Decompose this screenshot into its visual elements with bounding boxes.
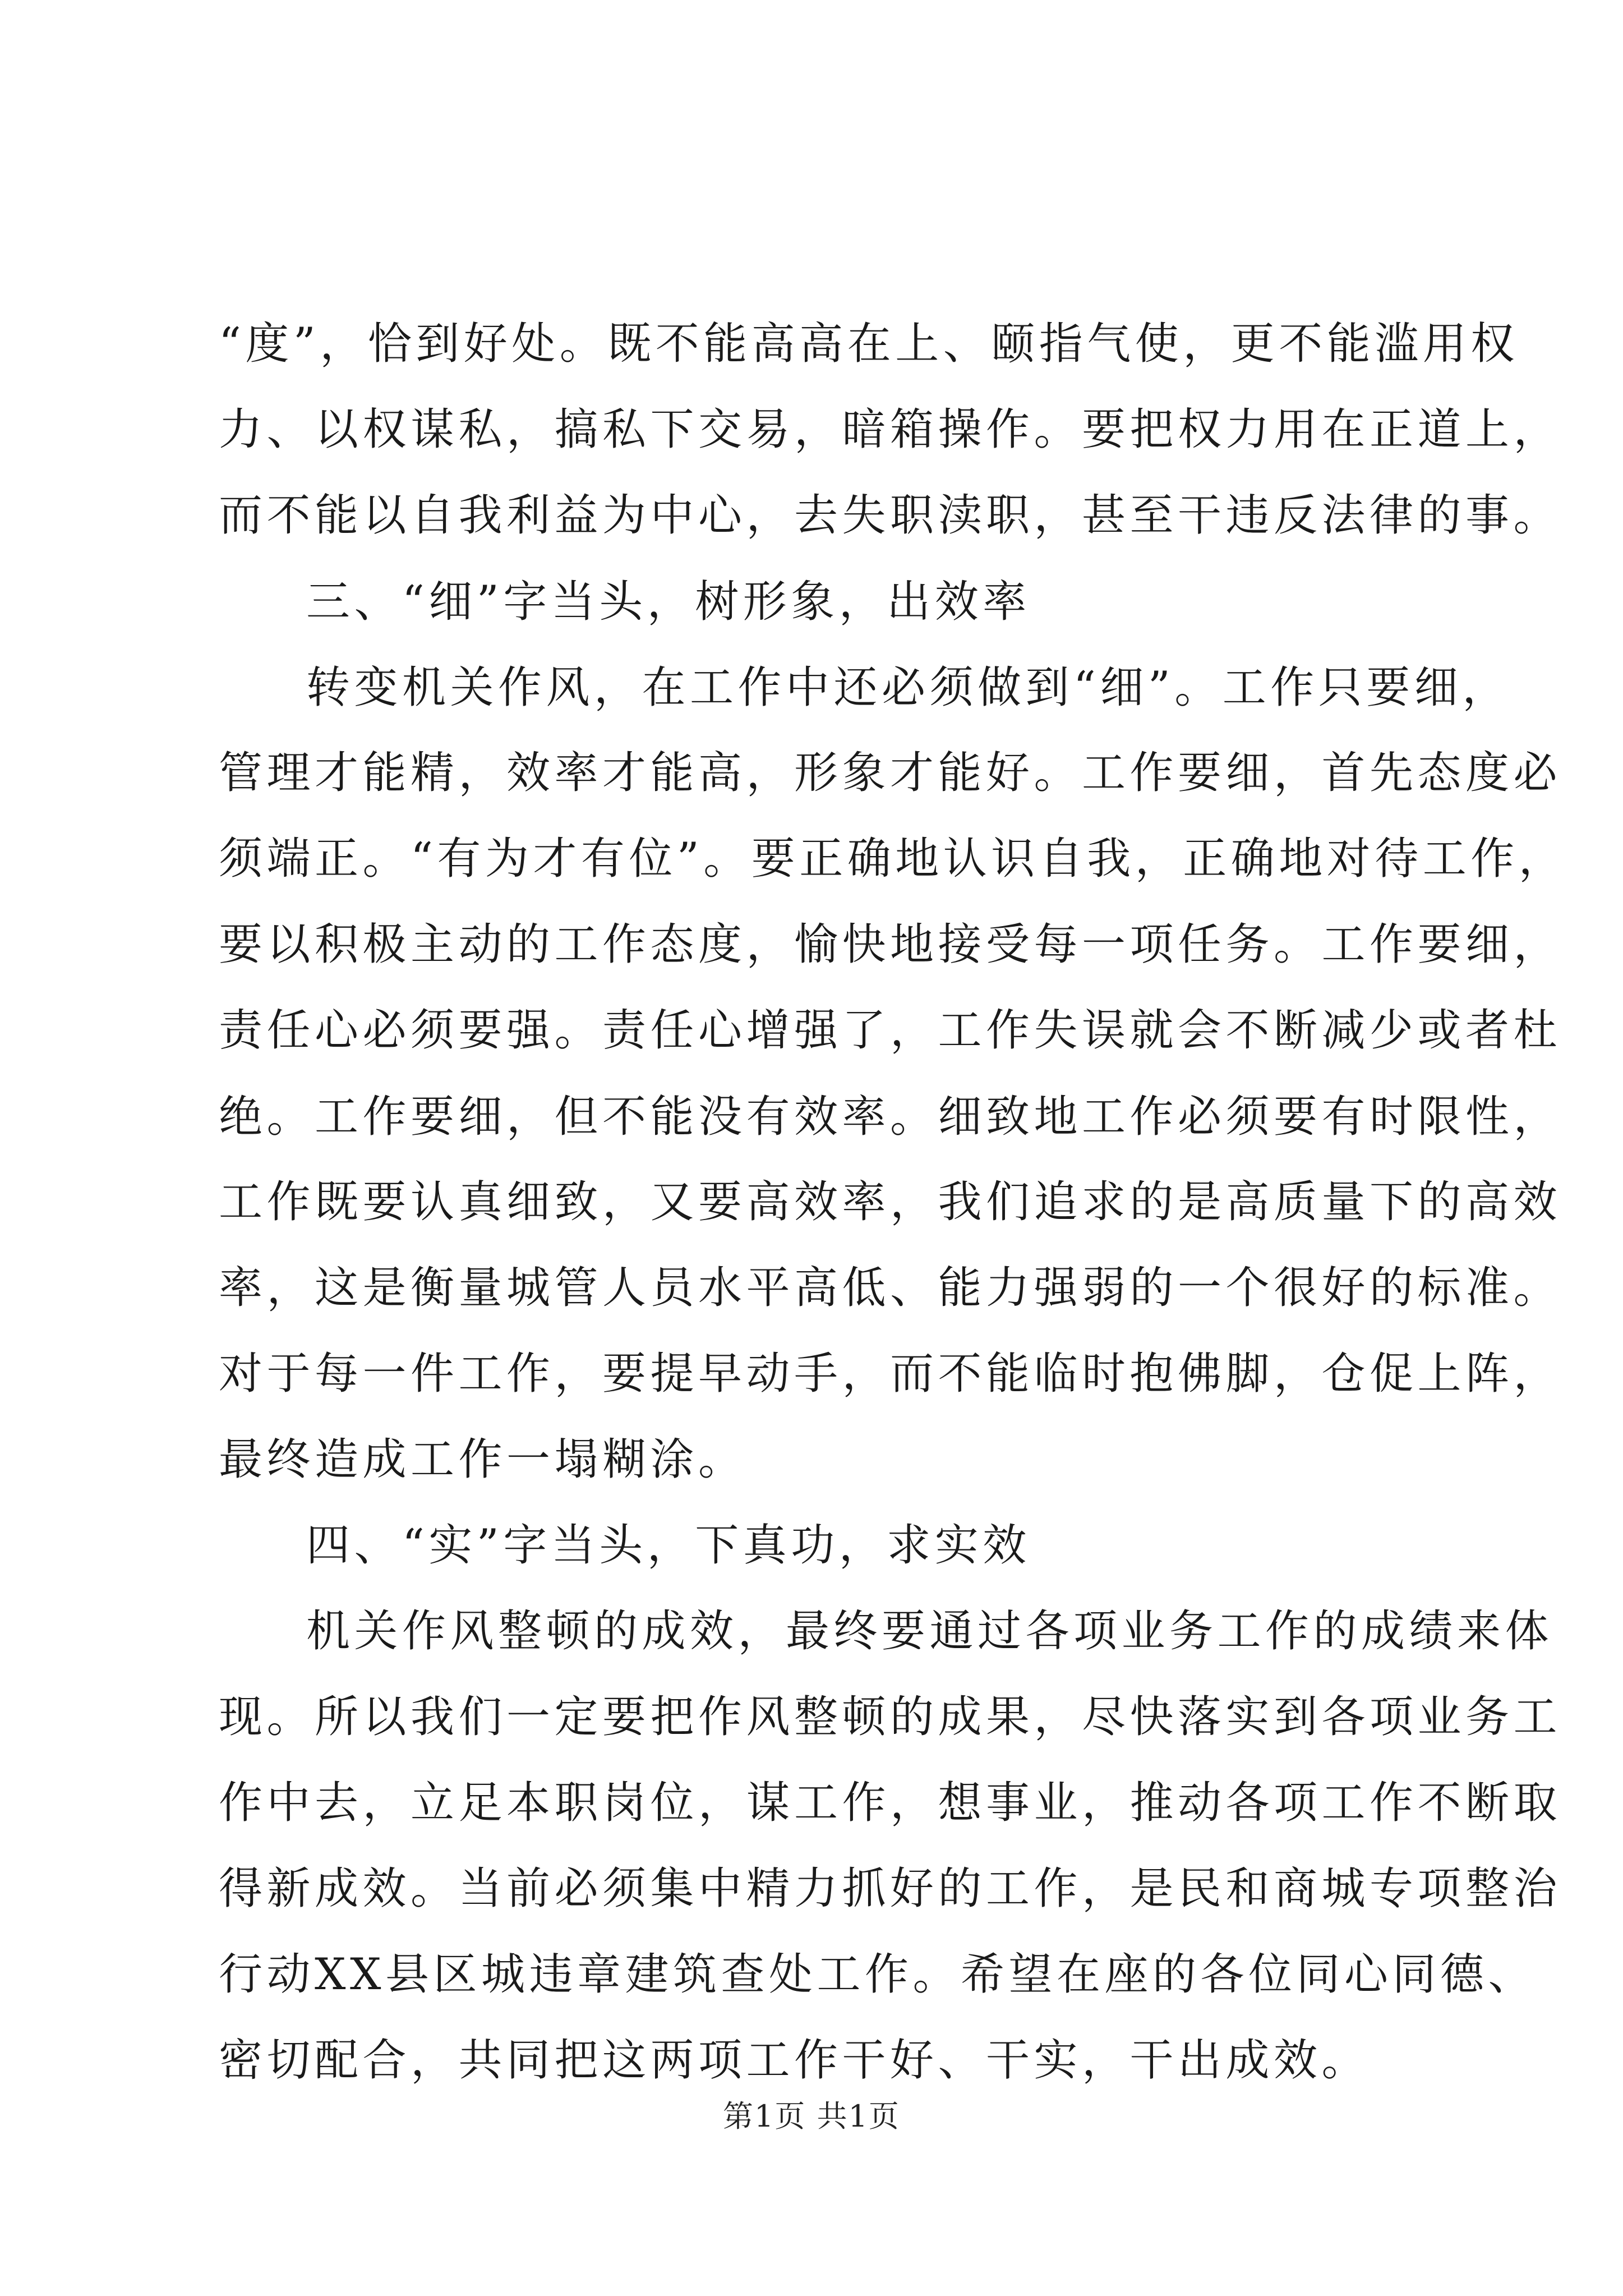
text-line: 责任心必须要强。责任心增强了，工作失误就会不断减少或者杜 xyxy=(219,1005,1562,1056)
text-line: 须端正。“有为才有位”。要正确地认识自我，正确地对待工作， xyxy=(219,834,1567,884)
page-number-footer: 第1页 共1页 xyxy=(723,2099,900,2134)
text-line: 行动XX县区城违章建筑查处工作。希望在座的各位同心同德、 xyxy=(219,1949,1537,2000)
text-line: 工作既要认真细致，又要高效率，我们追求的是高质量下的高效 xyxy=(219,1177,1562,1227)
text-line: 得新成效。当前必须集中精力抓好的工作，是民和商城专项整治 xyxy=(219,1864,1562,1914)
text-line: 对于每一件工作，要提早动手，而不能临时抱佛脚，仓促上阵， xyxy=(219,1349,1562,1399)
text-line: 绝。工作要细，但不能没有效率。细致地工作必须要有时限性， xyxy=(219,1092,1562,1142)
text-line: 要以积极主动的工作态度，愉快地接受每一项任务。工作要细， xyxy=(219,919,1562,970)
text-line: 力、以权谋私，搞私下交易，暗箱操作。要把权力用在正道上， xyxy=(219,404,1562,455)
text-line: 管理才能精，效率才能高，形象才能好。工作要细，首先态度必 xyxy=(219,748,1562,798)
text-line: 转变机关作风，在工作中还必须做到“细”。工作只要细， xyxy=(306,662,1510,713)
text-line: “度”，恰到好处。既不能高高在上、颐指气使，更不能滥用权 xyxy=(219,319,1519,369)
text-line: 现。所以我们一定要把作风整顿的成果，尽快落实到各项业务工 xyxy=(219,1692,1562,1742)
text-line: 机关作风整顿的成效，最终要通过各项业务工作的成绩来体 xyxy=(306,1606,1553,1657)
text-line: 率，这是衡量城管人员水平高低、能力强弱的一个很好的标准。 xyxy=(219,1263,1562,1313)
section-heading: 三、“细”字当头，树形象，出效率 xyxy=(306,577,1031,627)
text-line: 作中去，立足本职岗位，谋工作，想事业，推动各项工作不断取 xyxy=(219,1778,1562,1828)
section-heading: 四、“实”字当头，下真功，求实效 xyxy=(306,1520,1031,1571)
text-line: 最终造成工作一塌糊涂。 xyxy=(219,1434,746,1485)
text-line: 密切配合，共同把这两项工作干好、干实，干出成效。 xyxy=(219,2035,1370,2086)
text-line: 而不能以自我利益为中心，去失职渎职，甚至干违反法律的事。 xyxy=(219,490,1562,541)
